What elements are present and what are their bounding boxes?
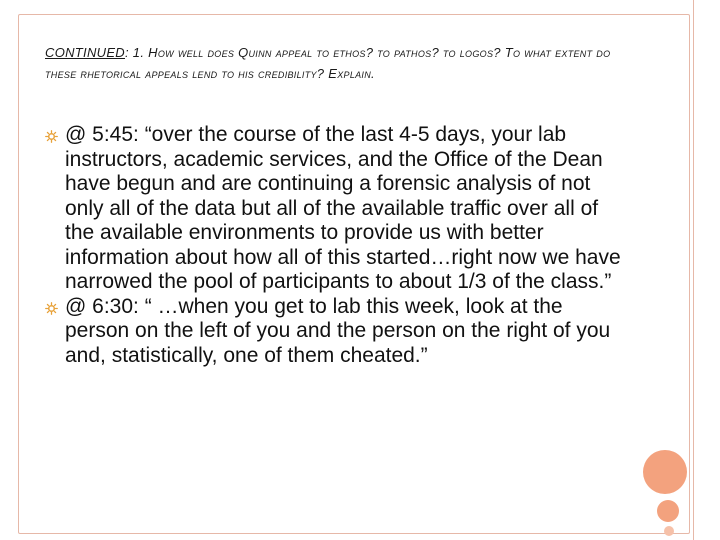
bullet-item	[45, 295, 630, 369]
sun-bullet-icon	[45, 130, 58, 143]
bullet-list	[45, 123, 630, 368]
decorative-circle-medium	[657, 500, 679, 522]
slide-heading	[45, 42, 645, 84]
decorative-circle-large	[643, 450, 687, 494]
bullet-item	[45, 123, 630, 295]
decorative-circle-small	[664, 526, 674, 536]
bullet-text: @ 5:45: “over the course of the last 4-5 days, your lab instructors, academic services, and the Office of the Dean have begun and are continuing a forensic analysis of not only all of the data but all of the available traffic over all of the available environments to provide us with better information about how all of this started…right now we have narrowed the pool of participants to about 1/3 of the class.”	[65, 123, 621, 293]
side-rule	[693, 0, 694, 540]
bullet-text: @ 6:30: “ …when you get to lab this week, look at the person on the left of you and the person on the right of you and, statistically, one of them cheated.”	[65, 294, 611, 367]
heading-question: : 1. How well does Quinn appeal to ethos? to pathos? to logos? To what extent do these rhetorical appeals lend to his credibility? Explain.	[45, 45, 611, 81]
sun-bullet-icon	[45, 302, 58, 315]
heading-continued: CONTINUED	[45, 45, 125, 60]
